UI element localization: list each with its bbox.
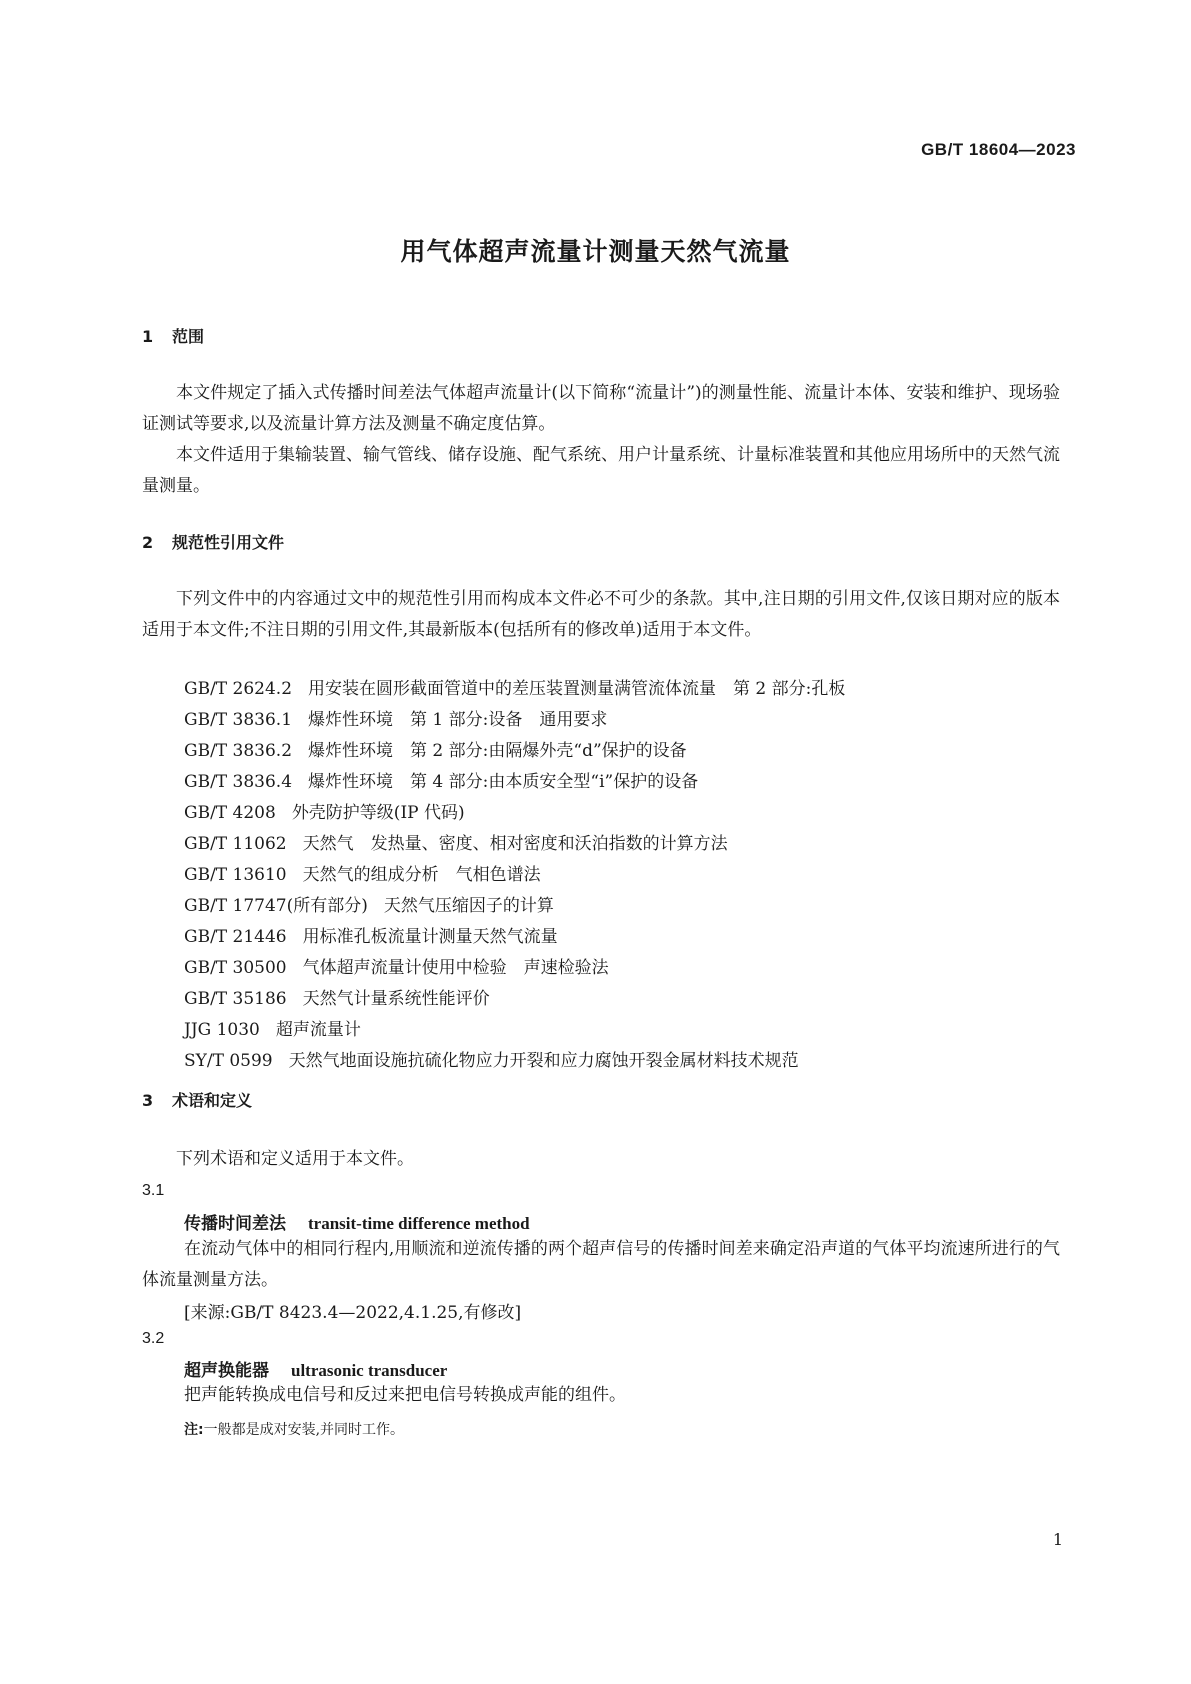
section-number: 3 bbox=[142, 1091, 154, 1110]
document-title: 用气体超声流量计测量天然气流量 bbox=[400, 237, 791, 266]
reference-code: GB/T 2624.2 bbox=[184, 679, 293, 699]
term-name bbox=[184, 1356, 447, 1381]
reference-title: 用安装在圆形截面管道中的差压装置测量满管流体流量 第 2 部分:孔板 bbox=[308, 679, 846, 699]
reference-title: 超声流量计 bbox=[275, 1020, 361, 1040]
reference-title: 外壳防护等级(IP 代码) bbox=[291, 803, 465, 823]
note-text: 一般都是成对安装,并同时工作。 bbox=[203, 1422, 405, 1438]
reference-code: GB/T 3836.4 bbox=[184, 772, 293, 792]
reference-item bbox=[184, 860, 845, 891]
reference-item bbox=[184, 674, 845, 705]
term-name-en: transit-time difference method bbox=[308, 1214, 530, 1233]
term-name-en: ultrasonic transducer bbox=[291, 1361, 448, 1380]
term-number: 3.2 bbox=[142, 1330, 165, 1347]
section-title: 范围 bbox=[172, 327, 205, 346]
section-title: 术语和定义 bbox=[172, 1091, 253, 1110]
term-name bbox=[184, 1209, 530, 1234]
term-definition: 把声能转换成电信号和反过来把电信号转换成声能的组件。 bbox=[184, 1385, 626, 1405]
reference-title: 爆炸性环境 第 2 部分:由隔爆外壳“d”保护的设备 bbox=[308, 741, 687, 761]
reference-title: 天然气压缩因子的计算 bbox=[383, 896, 554, 916]
term-number: 3.1 bbox=[142, 1182, 165, 1199]
reference-code: GB/T 11062 bbox=[184, 834, 287, 854]
reference-code: GB/T 21446 bbox=[184, 927, 287, 947]
reference-item bbox=[184, 891, 845, 922]
reference-code: GB/T 35186 bbox=[184, 989, 287, 1009]
reference-item bbox=[184, 953, 845, 984]
paragraph: 下列文件中的内容通过文中的规范性引用而构成本文件必不可少的条款。其中,注日期的引用文件,仅该日期对应的版本适用于本文件;不注日期的引用文件,其最新版本(包括所有的修改单)适用于本文件。 bbox=[142, 589, 1060, 640]
reference-code: GB/T 3836.1 bbox=[184, 710, 293, 730]
section-number: 2 bbox=[142, 533, 154, 552]
reference-item bbox=[184, 767, 845, 798]
page-number: 1 bbox=[1052, 1530, 1063, 1549]
paragraph: 本文件规定了插入式传播时间差法气体超声流量计(以下简称“流量计”)的测量性能、流量计本体、安装和维护、现场验证测试等要求,以及流量计算方法及测量不确定度估算。 bbox=[142, 383, 1060, 434]
reference-code: GB/T 17747(所有部分) bbox=[184, 896, 368, 916]
term-name-zh: 超声换能器 bbox=[184, 1361, 269, 1381]
section-3-intro bbox=[142, 1144, 1060, 1175]
reference-item bbox=[184, 798, 845, 829]
paragraph: 本文件适用于集输装置、输气管线、储存设施、配气系统、用户计量系统、计量标准装置和其他应用场所中的天然气流量测量。 bbox=[142, 445, 1060, 496]
reference-item bbox=[184, 705, 845, 736]
reference-item bbox=[184, 1046, 845, 1077]
reference-code: GB/T 13610 bbox=[184, 865, 287, 885]
reference-item bbox=[184, 829, 845, 860]
reference-code: SY/T 0599 bbox=[184, 1051, 273, 1071]
term-definition: 在流动气体中的相同行程内,用顺流和逆流传播的两个超声信号的传播时间差来确定沿声道的气体平均流速所进行的气体流量测量方法。 bbox=[142, 1239, 1060, 1290]
reference-title: 爆炸性环境 第 1 部分:设备 通用要求 bbox=[308, 710, 608, 730]
note-label: 注: bbox=[184, 1422, 204, 1438]
term-source: [来源:GB/T 8423.4—2022,4.1.25,有修改] bbox=[184, 1303, 522, 1323]
section-1-heading bbox=[142, 324, 204, 347]
reference-item bbox=[184, 1015, 845, 1046]
reference-title: 天然气地面设施抗硫化物应力开裂和应力腐蚀开裂金属材料技术规范 bbox=[288, 1051, 799, 1071]
section-2-intro bbox=[142, 584, 1060, 646]
term-note bbox=[184, 1419, 404, 1439]
section-3-heading bbox=[142, 1088, 252, 1111]
reference-code: GB/T 3836.2 bbox=[184, 741, 293, 761]
term-name-zh: 传播时间差法 bbox=[184, 1214, 286, 1234]
reference-item bbox=[184, 736, 845, 767]
section-1-body bbox=[142, 378, 1060, 502]
reference-title: 用标准孔板流量计测量天然气流量 bbox=[302, 927, 558, 947]
section-2-heading bbox=[142, 530, 284, 553]
reference-code: JJG 1030 bbox=[184, 1020, 260, 1040]
standard-code: GB/T 18604—2023 bbox=[921, 140, 1076, 159]
section-number: 1 bbox=[142, 327, 154, 346]
paragraph: 下列术语和定义适用于本文件。 bbox=[176, 1149, 414, 1169]
reference-title: 天然气 发热量、密度、相对密度和沃泊指数的计算方法 bbox=[302, 834, 728, 854]
reference-code: GB/T 30500 bbox=[184, 958, 287, 978]
reference-title: 气体超声流量计使用中检验 声速检验法 bbox=[302, 958, 609, 978]
reference-item bbox=[184, 922, 845, 953]
reference-list bbox=[184, 674, 845, 1077]
reference-title: 天然气计量系统性能评价 bbox=[302, 989, 490, 1009]
reference-title: 天然气的组成分析 气相色谱法 bbox=[302, 865, 541, 885]
reference-item bbox=[184, 984, 845, 1015]
section-title: 规范性引用文件 bbox=[172, 533, 285, 552]
reference-code: GB/T 4208 bbox=[184, 803, 276, 823]
reference-title: 爆炸性环境 第 4 部分:由本质安全型“i”保护的设备 bbox=[308, 772, 699, 792]
